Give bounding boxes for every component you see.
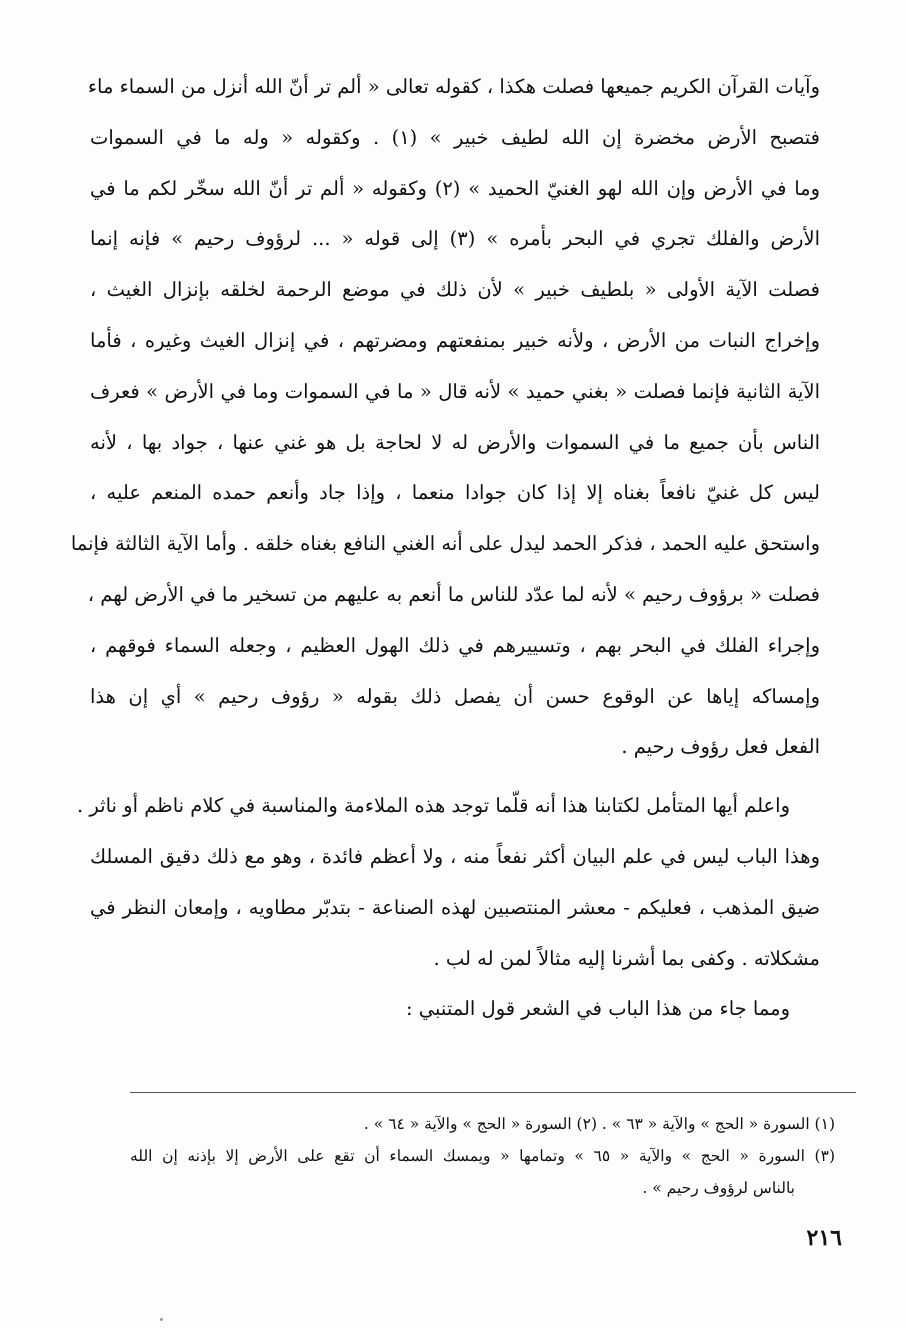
footnotes [130, 1108, 835, 1204]
text-line: الناس بأن جميع ما في السموات والأرض له لا لحاجة بل هو غني عنها ، جواد بها ، لأنه [90, 430, 820, 454]
footnote-line: (٣) السورة « الحج » والآية « ٦٥ » وتمامها « ويمسك السماء أن تقع على الأرض إلا بإذنه إن الله [130, 1147, 835, 1165]
text-line: ضيق المذهب ، فعليكم - معشر المنتصبين لهذه الصناعة - بتدبّر مطاويه ، وإمعان النظر في [90, 895, 820, 919]
text-line: فصلت « برؤوف رحيم » لأنه لما عدّد للناس ما أنعم به عليهم من تسخير ما في الأرض لهم ، [87, 582, 820, 606]
footnote-divider [130, 1092, 856, 1093]
text-line: الآية الثانية فإنما فصلت « بغني حميد » لأنه قال « ما في السموات وما في الأرض » فعرف [90, 379, 820, 403]
text-line: واستحق عليه الحمد ، فذكر الحمد ليدل على أنه الغني النافع بغناه خلقه . وأما الآية الثالثة فإنما [70, 532, 820, 556]
text-line: وإجراء الفلك في البحر بهم ، وتسييرهم في ذلك الهول العظيم ، وجعله السماء فوقهم ، [90, 633, 820, 657]
text-line: وإخراج النبات من الأرض ، ولأنه خبير بمنفعتهم ومضرتهم ، في إنزال الغيث وغيره ، فأما [90, 328, 820, 352]
text-line: فتصبح الأرض مخضرة إن الله لطيف خبير » (١) . وكقوله « وله ما في السموات [90, 125, 820, 149]
footnote-line: (١) السورة « الحج » والآية « ٦٣ » . (٢) السورة « الحج » والآية « ٦٤ » . [363, 1115, 835, 1133]
text-line: فصلت الآية الأولى « بلطيف خبير » لأن ذلك في موضع الرحمة لخلقه بإنزال الغيث ، [90, 278, 820, 302]
paragraph-gap [90, 773, 820, 781]
text-line: ليس كل غنيّ نافعاً بغناه إلا إذا كان جوادا منعما ، وإذا جاد وأنعم حمده المنعم عليه ، [90, 481, 820, 505]
text-line: الأرض والفلك تجري في البحر بأمره » (٣) إلى قوله « ... لرؤوف رحيم » فإنه إنما [90, 227, 820, 251]
scan-speck [160, 1318, 163, 1321]
text-line: ومما جاء من هذا الباب في الشعر قول المتنبي : [406, 997, 790, 1021]
text-line: وإمساكه إياها عن الوقوع حسن أن يفصل ذلك بقوله « رؤوف رحيم » أي إن هذا [90, 684, 820, 708]
text-line: وهذا الباب ليس في علم البيان أكثر نفعاً منه ، ولا أعظم فائدة ، وهو مع ذلك دقيق المسلك [90, 844, 820, 868]
text-line: وآيات القرآن الكريم جميعها فصلت هكذا ، كقوله تعالى « ألم تر أنّ الله أنزل من السماء ماء [87, 75, 820, 98]
footnote-line: بالناس لرؤوف رحيم » . [642, 1179, 795, 1197]
main-text [70, 62, 820, 1035]
text-line: مشكلاته . وكفى بما أشرنا إليه مثالاً لمن له لب . [433, 946, 820, 970]
text-line: واعلم أيها المتأمل لكتابنا هذا أنه قلّما توجد هذه الملاءمة والمناسبة في كلام ناظم أو ناثر . [77, 794, 790, 818]
page-number: ٢١٦ [806, 1225, 842, 1251]
text-line: الفعل فعل رؤوف رحيم . [621, 735, 820, 759]
text-line: وما في الأرض وإن الله لهو الغنيّ الحميد » (٢) وكقوله « ألم تر أنّ الله سخّر لكم ما في [90, 176, 820, 200]
